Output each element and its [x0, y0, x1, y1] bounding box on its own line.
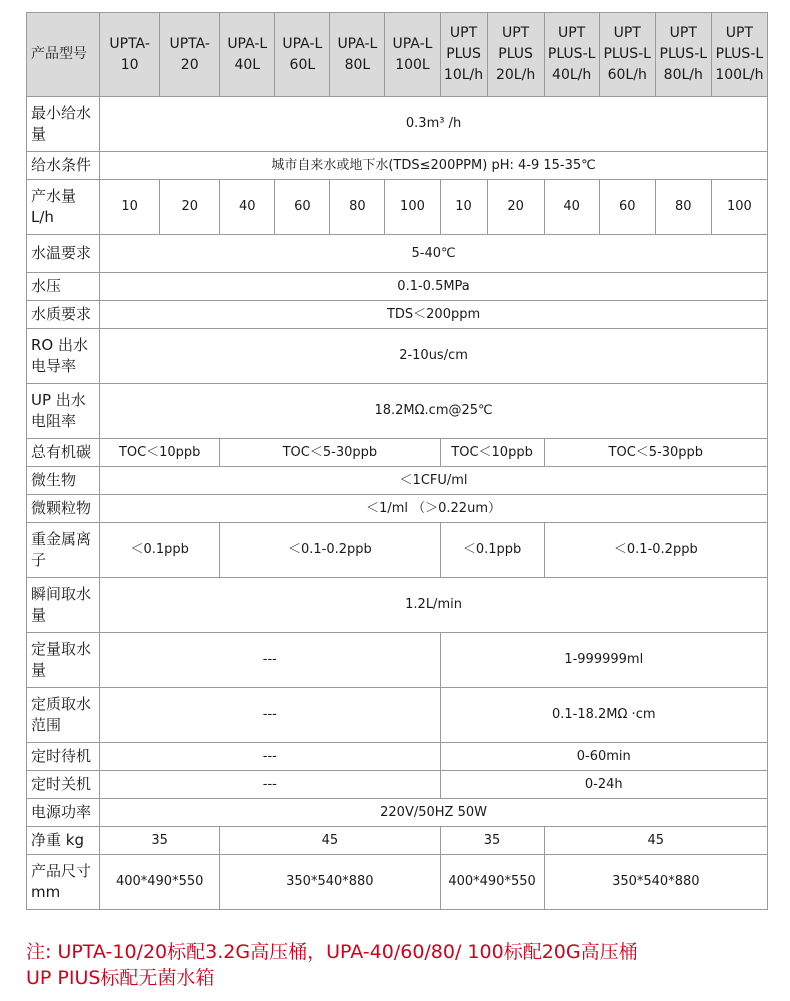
row-label: 定质取水范围 [27, 688, 100, 743]
cell-value: --- [100, 743, 440, 771]
row-heavy-metal [27, 523, 768, 578]
cell-value: 40 [544, 180, 599, 235]
cell-value: ＜0.1-0.2ppb [544, 523, 767, 578]
row-label: 水压 [27, 273, 100, 301]
row-output [27, 180, 768, 235]
cell-value: 350*540*880 [220, 855, 440, 910]
cell-value: ＜0.1ppb [440, 523, 544, 578]
cell-value: 10 [440, 180, 487, 235]
cell-value: 80 [330, 180, 385, 235]
cell-value: ＜0.1-0.2ppb [220, 523, 440, 578]
header-row [27, 13, 768, 97]
row-label: 定时待机 [27, 743, 100, 771]
spec-table [26, 12, 768, 910]
row-label: 微生物 [27, 467, 100, 495]
row-fixed-range [27, 688, 768, 743]
cell-value: --- [100, 771, 440, 799]
header-label: 产品型号 [27, 13, 100, 97]
cell-value: ＜1CFU/ml [100, 467, 768, 495]
row-power [27, 799, 768, 827]
model-name: UPA-L 40L [220, 13, 275, 97]
row-pressure [27, 273, 768, 301]
cell-value: 220V/50HZ 50W [100, 799, 768, 827]
cell-value: 0.1-18.2MΩ ·cm [440, 688, 768, 743]
row-label: 微颗粒物 [27, 495, 100, 523]
cell-value: 10 [100, 180, 160, 235]
row-ro-conductivity [27, 329, 768, 384]
cell-value: 2-10us/cm [100, 329, 768, 384]
row-quality [27, 301, 768, 329]
model-name: UPTA-20 [160, 13, 220, 97]
cell-value: 400*490*550 [440, 855, 544, 910]
cell-value: 35 [100, 827, 220, 855]
row-up-resistivity [27, 384, 768, 439]
model-name: UPA-L 80L [330, 13, 385, 97]
row-label: 定量取水量 [27, 633, 100, 688]
cell-value: 100 [711, 180, 767, 235]
row-water-temp [27, 235, 768, 273]
cell-value: TOC＜10ppb [100, 439, 220, 467]
row-weight [27, 827, 768, 855]
row-label: 产品尺寸 mm [27, 855, 100, 910]
footnote [26, 939, 786, 991]
row-label: 重金属离子 [27, 523, 100, 578]
cell-value: 1.2L/min [100, 578, 768, 633]
model-name: UPT PLUS-L 60L/h [599, 13, 655, 97]
cell-value: --- [100, 633, 440, 688]
cell-value: 5-40℃ [100, 235, 768, 273]
row-label: 净重 kg [27, 827, 100, 855]
cell-value: TOC＜10ppb [440, 439, 544, 467]
row-label: 定时关机 [27, 771, 100, 799]
cell-value: 20 [487, 180, 544, 235]
row-label: RO 出水电导率 [27, 329, 100, 384]
row-label: 产水量 L/h [27, 180, 100, 235]
row-toc [27, 439, 768, 467]
row-label: 电源功率 [27, 799, 100, 827]
cell-value: ＜0.1ppb [100, 523, 220, 578]
row-label: 最小给水量 [27, 97, 100, 152]
row-standby [27, 743, 768, 771]
cell-value: 100 [385, 180, 440, 235]
cell-value: 1-999999ml [440, 633, 768, 688]
model-name: UPT PLUS-L 80L/h [655, 13, 711, 97]
cell-value: 0-60min [440, 743, 768, 771]
cell-value: TDS＜200ppm [100, 301, 768, 329]
row-particles [27, 495, 768, 523]
row-microbe [27, 467, 768, 495]
row-label: 水温要求 [27, 235, 100, 273]
row-label: UP 出水电阻率 [27, 384, 100, 439]
cell-value: 45 [220, 827, 440, 855]
row-label: 给水条件 [27, 152, 100, 180]
cell-value: 0.1-0.5MPa [100, 273, 768, 301]
cell-value: TOC＜5-30ppb [220, 439, 440, 467]
cell-value: 0-24h [440, 771, 768, 799]
model-name: UPA-L 100L [385, 13, 440, 97]
cell-value: 35 [440, 827, 544, 855]
cell-value: 80 [655, 180, 711, 235]
row-size [27, 855, 768, 910]
cell-value: 20 [160, 180, 220, 235]
cell-value: ＜1/ml （＞0.22um） [100, 495, 768, 523]
cell-value: 60 [275, 180, 330, 235]
footnote-line: 注: UPTA-10/20标配3.2G高压桶，UPA-40/60/80/ 100标配20G高压桶 [26, 941, 638, 963]
cell-value: 400*490*550 [100, 855, 220, 910]
row-min-feed [27, 97, 768, 152]
row-label: 总有机碳 [27, 439, 100, 467]
cell-value: --- [100, 688, 440, 743]
row-fixed-volume [27, 633, 768, 688]
row-shutdown [27, 771, 768, 799]
cell-value: TOC＜5-30ppb [544, 439, 767, 467]
model-name: UPA-L 60L [275, 13, 330, 97]
cell-value: 350*540*880 [544, 855, 767, 910]
row-instant-flow [27, 578, 768, 633]
model-name: UPT PLUS-L 100L/h [711, 13, 767, 97]
model-name: UPT PLUS 10L/h [440, 13, 487, 97]
cell-value: 40 [220, 180, 275, 235]
row-label: 瞬间取水量 [27, 578, 100, 633]
cell-value: 城市自来水或地下水(TDS≤200PPM) pH: 4-9 15-35℃ [100, 152, 768, 180]
model-name: UPT PLUS 20L/h [487, 13, 544, 97]
cell-value: 18.2MΩ.cm@25℃ [100, 384, 768, 439]
row-feed-condition [27, 152, 768, 180]
cell-value: 0.3m³ /h [100, 97, 768, 152]
row-label: 水质要求 [27, 301, 100, 329]
footnote-line: UP PIUS标配无菌水箱 [26, 967, 215, 989]
cell-value: 45 [544, 827, 767, 855]
model-name: UPTA-10 [100, 13, 160, 97]
model-name: UPT PLUS-L 40L/h [544, 13, 599, 97]
cell-value: 60 [599, 180, 655, 235]
